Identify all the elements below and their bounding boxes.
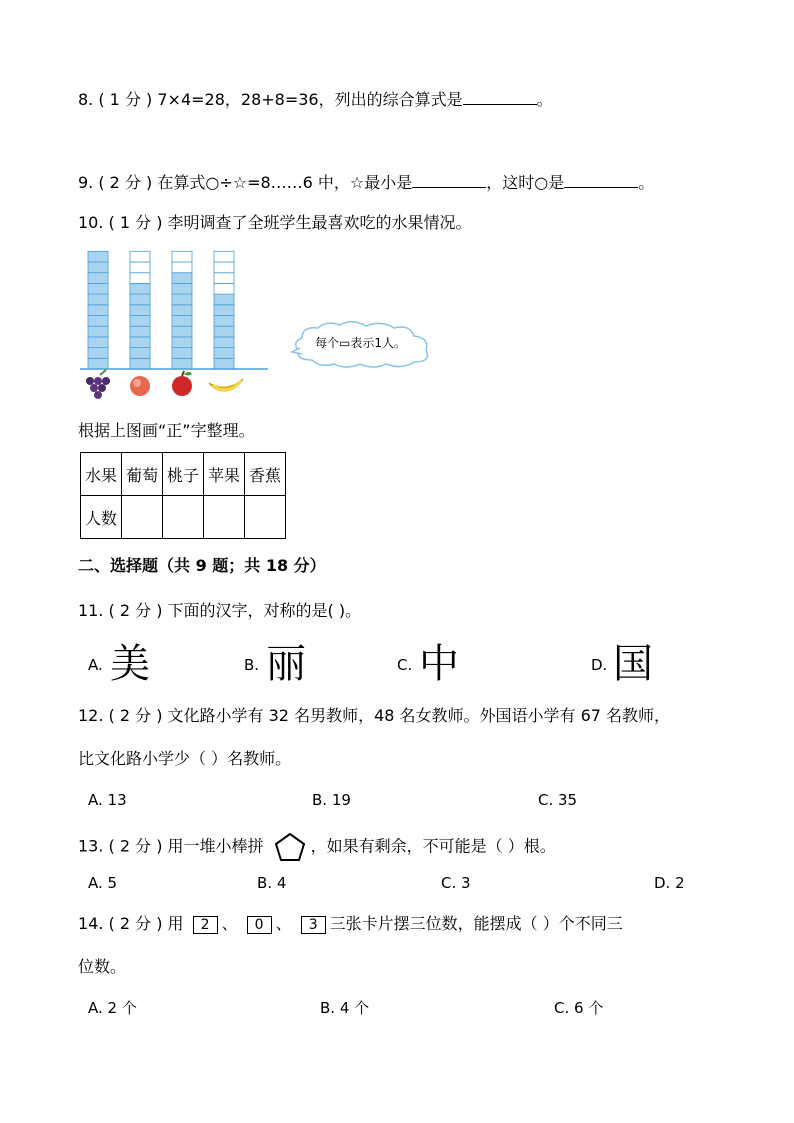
option-d-char: 国: [613, 641, 653, 687]
bar-cell: [88, 283, 108, 294]
bar-cell: [214, 348, 234, 359]
card-2: 2: [193, 916, 218, 934]
bar-cell: [130, 283, 150, 294]
card-3: 3: [301, 916, 326, 934]
option-b[interactable]: B. 19: [312, 791, 351, 809]
bar-cell: [130, 273, 150, 284]
bar-cell: [88, 337, 108, 348]
banana-icon: [209, 379, 243, 391]
bar-cell: [130, 337, 150, 348]
option-a[interactable]: A. 2 个: [88, 999, 137, 1017]
answer-blank[interactable]: [463, 88, 537, 105]
bar-cell: [172, 316, 192, 327]
bar-cell: [172, 358, 192, 369]
peach-icon: [130, 376, 150, 396]
question-11-text: 11. ( 2 分 ) 下面的汉字，对称的是( )。: [78, 601, 362, 620]
bar-cell: [88, 305, 108, 316]
question-14-line2: 位数。: [78, 957, 127, 976]
option-b[interactable]: B. 4: [257, 874, 287, 892]
option-a-char: 美: [110, 641, 150, 687]
answer-blank[interactable]: [412, 171, 486, 188]
bar-cell: [214, 251, 234, 262]
bar-cell: [214, 326, 234, 337]
bar-cell: [88, 251, 108, 262]
bar-cell: [172, 305, 192, 316]
question-14: 14. ( 2 分 ) 用 2 、 0 、 3 三张卡片摆三位数，能摆成（ ）个不同三: [78, 914, 623, 933]
option-c-label[interactable]: C.: [397, 656, 413, 674]
bar-cell: [130, 294, 150, 305]
bar-cell: [88, 273, 108, 284]
bar-cell: [88, 294, 108, 305]
bar-cell: [214, 337, 234, 348]
tally-cell[interactable]: [122, 496, 163, 539]
bar-葡萄: [88, 251, 108, 369]
option-c[interactable]: C. 6 个: [554, 999, 604, 1017]
apple-icon: [172, 371, 192, 396]
bar-cell: [172, 283, 192, 294]
tally-instruction: 根据上图画“正”字整理。: [78, 421, 255, 440]
bar-苹果: [172, 251, 192, 369]
bar-cell: [172, 348, 192, 359]
section-title: 二、选择题（共 9 题；共 18 分）: [78, 556, 326, 575]
option-c[interactable]: C. 3: [441, 874, 471, 892]
tally-cell[interactable]: [204, 496, 245, 539]
bar-cell: [172, 251, 192, 262]
option-c[interactable]: C. 35: [538, 791, 578, 809]
tally-cell[interactable]: [163, 496, 204, 539]
bar-cell: [172, 294, 192, 305]
bar-cell: [214, 262, 234, 273]
question-10-text: 10. ( 1 分 ) 李明调查了全班学生最喜欢吃的水果情况。: [78, 213, 472, 232]
bar-香蕉: [214, 251, 234, 369]
legend-text: 每个▭表示1人。: [315, 336, 406, 350]
option-a[interactable]: A. 5: [88, 874, 118, 892]
option-b[interactable]: B. 4 个: [320, 999, 370, 1017]
option-a[interactable]: A. 13: [88, 791, 127, 809]
bar-cell: [130, 251, 150, 262]
bar-cell: [88, 326, 108, 337]
bar-cell: [172, 273, 192, 284]
tally-cell[interactable]: [245, 496, 286, 539]
option-d-label[interactable]: D.: [591, 656, 608, 674]
bar-cell: [172, 262, 192, 273]
bar-cell: [172, 326, 192, 337]
option-b-char: 丽: [266, 641, 306, 687]
bar-cell: [172, 337, 192, 348]
question-12-line2: 比文化路小学少（ ）名教师。: [78, 749, 292, 768]
option-b-label[interactable]: B.: [244, 656, 260, 674]
table-row: 人数: [81, 496, 286, 539]
bar-cell: [130, 316, 150, 327]
pentagon-icon: [273, 831, 307, 863]
question-9-text: 9. ( 2 分 ) 在算式○÷☆=8……6 中，☆最小是: [78, 173, 413, 192]
bar-cell: [214, 316, 234, 327]
table-row: 水果 葡萄 桃子 苹果 香蕉: [81, 453, 286, 496]
option-c-char: 中: [419, 641, 459, 687]
question-8: 8. ( 1 分 ) 7×4=28，28+8=36，列出的综合算式是 。: [78, 90, 553, 109]
bar-cell: [88, 358, 108, 369]
bar-cell: [214, 305, 234, 316]
bar-cell: [130, 305, 150, 316]
question-13: 13. ( 2 分 ) 用一堆小棒拼 ，如果有剩余，不可能是（ ）根。: [78, 831, 556, 863]
bar-cell: [88, 348, 108, 359]
bar-cell: [130, 262, 150, 273]
tally-table: [80, 452, 286, 539]
answer-blank[interactable]: [564, 171, 638, 188]
bar-cell: [214, 294, 234, 305]
bar-cell: [88, 262, 108, 273]
bar-cell: [88, 316, 108, 327]
bar-cell: [214, 273, 234, 284]
question-8-text: 8. ( 1 分 ) 7×4=28，28+8=36，列出的综合算式是: [78, 90, 463, 109]
card-0: 0: [247, 916, 272, 934]
grapes-icon: [86, 370, 110, 399]
bar-cell: [130, 358, 150, 369]
option-a-label[interactable]: A.: [88, 656, 103, 674]
option-d[interactable]: D. 2: [654, 874, 685, 892]
bar-cell: [130, 348, 150, 359]
question-9: 9. ( 2 分 ) 在算式○÷☆=8……6 中，☆最小是 ，这时○是 。: [78, 173, 655, 192]
question-12-line1: 12. ( 2 分 ) 文化路小学有 32 名男教师，48 名女教师。外国语小学有 67 名教师，: [78, 706, 671, 725]
bar-cell: [214, 283, 234, 294]
bar-桃子: [130, 251, 150, 369]
bar-cell: [214, 358, 234, 369]
bar-cell: [130, 326, 150, 337]
